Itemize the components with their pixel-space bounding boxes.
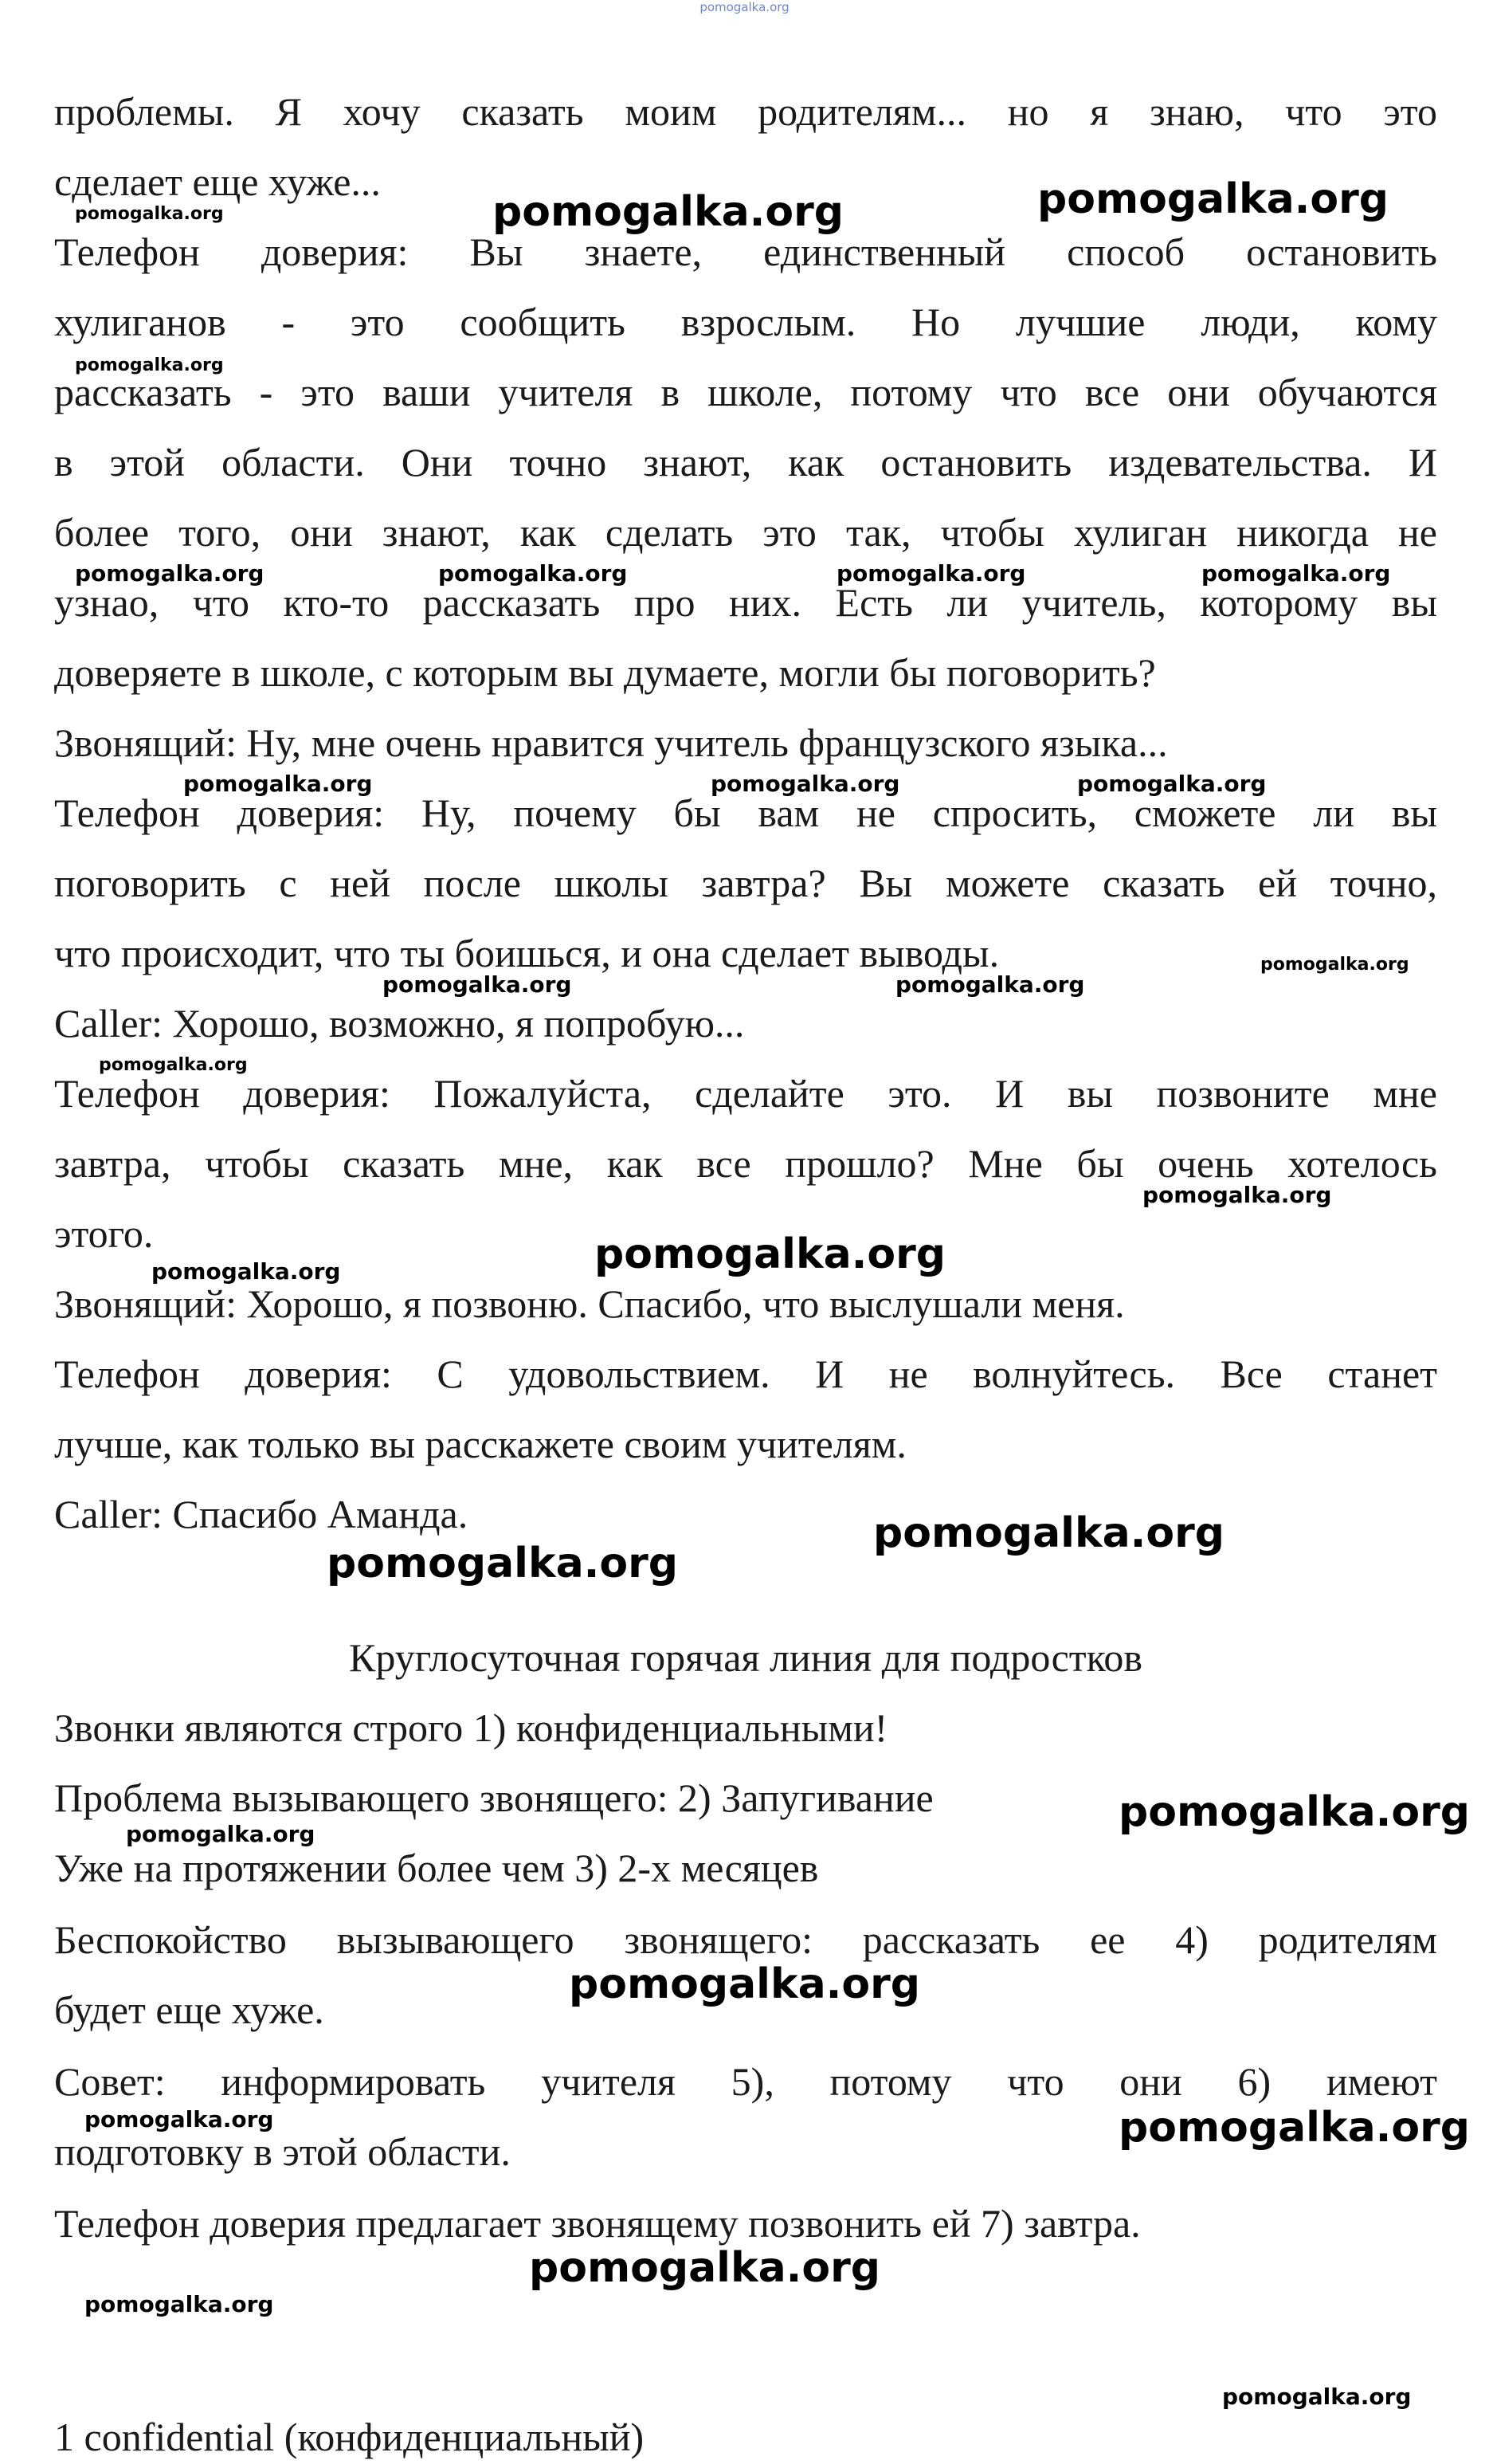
watermark: pomogalka.org xyxy=(873,1509,1225,1557)
watermark: pomogalka.org xyxy=(1260,955,1409,975)
watermark: pomogalka.org xyxy=(1037,175,1389,223)
watermark: pomogalka.org xyxy=(1222,2384,1412,2410)
dialogue-line: доверяете в школе, с которым вы думаете, могли бы поговорить? xyxy=(54,650,1156,695)
watermark: pomogalka.org xyxy=(438,560,628,587)
dialogue-line: Звонящий: Хорошо, я позвоню. Спасибо, что выслушали меня. xyxy=(54,1281,1125,1326)
dialogue-line: завтра, чтобы сказать мне, как все прошло? Мне бы очень хотелось xyxy=(54,1141,1437,1186)
summary-line: Проблема вызывающего звонящего: 2) Запугивание xyxy=(54,1775,934,1820)
summary-line: Беспокойство вызывающего звонящего: рассказать ее 4) родителям xyxy=(54,1917,1437,1962)
watermark: pomogalka.org xyxy=(75,355,224,375)
summary-line: подготовку в этой области. xyxy=(54,2129,511,2174)
watermark: pomogalka.org xyxy=(837,560,1026,587)
watermark: pomogalka.org xyxy=(84,2291,274,2317)
dialogue-line: узнао, что кто-то рассказать про них. Есть ли учитель, которому вы xyxy=(54,580,1437,625)
watermark: pomogalka.org xyxy=(1119,1788,1471,1836)
dialogue-line: Caller: Спасибо Аманда. xyxy=(54,1492,468,1536)
dialogue-line: сделает еще хуже... xyxy=(54,159,381,204)
watermark: pomogalka.org xyxy=(594,1230,946,1278)
watermark: pomogalka.org xyxy=(382,971,572,998)
watermark: pomogalka.org xyxy=(1142,1182,1332,1208)
footnote: 1 confidential (конфиденциальный) xyxy=(54,2415,645,2459)
watermark: pomogalka.org xyxy=(711,771,900,797)
dialogue-line: Звонящий: Ну, мне очень нравится учитель французского языка... xyxy=(54,720,1168,765)
summary-title: Круглосуточная горячая линия для подростков xyxy=(349,1635,1142,1680)
dialogue-line: более того, они знают, как сделать это так, чтобы хулиган никогда не xyxy=(54,510,1437,555)
dialogue-line: поговорить с ней после школы завтра? Вы можете сказать ей точно, xyxy=(54,861,1437,905)
watermark: pomogalka.org xyxy=(151,1258,341,1285)
dialogue-line: проблемы. Я хочу сказать моим родителям... но я знаю, что это xyxy=(54,89,1437,134)
dialogue-line: Телефон доверия: Ну, почему бы вам не спросить, сможете ли вы xyxy=(54,791,1437,835)
dialogue-line: Телефон доверия: Вы знаете, единственный способ остановить xyxy=(54,230,1437,274)
dialogue-line: хулиганов - это сообщить взрослым. Но лучшие люди, кому xyxy=(54,300,1437,344)
summary-line: Звонки являются строго 1) конфиденциальными! xyxy=(54,1705,888,1750)
dialogue-line: этого. xyxy=(54,1211,154,1256)
header-watermark: pomogalka.org xyxy=(699,0,790,14)
watermark: pomogalka.org xyxy=(126,1821,315,1847)
watermark: pomogalka.org xyxy=(327,1540,679,1587)
watermark: pomogalka.org xyxy=(75,560,264,587)
dialogue-line: рассказать - это ваши учителя в школе, потому что все они обучаются xyxy=(54,370,1437,414)
summary-line: Телефон доверия предлагает звонящему позвонить ей 7) завтра. xyxy=(54,2201,1141,2246)
watermark: pomogalka.org xyxy=(492,188,844,236)
summary-line: будет еще хуже. xyxy=(54,1987,324,2032)
watermark: pomogalka.org xyxy=(1119,2104,1471,2152)
summary-line: Совет: информировать учителя 5), потому что они 6) имеют xyxy=(54,2059,1437,2104)
watermark: pomogalka.org xyxy=(895,971,1085,998)
dialogue-line: в этой области. Они точно знают, как остановить издевательства. И xyxy=(54,440,1437,485)
watermark: pomogalka.org xyxy=(569,1960,921,2008)
dialogue-line: Телефон доверия: Пожалуйста, сделайте это. И вы позвоните мне xyxy=(54,1071,1437,1116)
watermark: pomogalka.org xyxy=(75,204,224,224)
watermark: pomogalka.org xyxy=(1201,560,1391,587)
summary-line: Уже на протяжении более чем 3) 2-х месяцев xyxy=(54,1846,819,1890)
watermark: pomogalka.org xyxy=(183,771,373,797)
dialogue-line: что происходит, что ты боишься, и она сделает выводы. xyxy=(54,931,1000,975)
dialogue-line: лучше, как только вы расскажете своим учителям. xyxy=(54,1422,907,1466)
watermark: pomogalka.org xyxy=(84,2106,274,2132)
watermark: pomogalka.org xyxy=(529,2244,881,2292)
watermark: pomogalka.org xyxy=(1077,771,1267,797)
watermark: pomogalka.org xyxy=(99,1055,248,1075)
dialogue-line: Телефон доверия: С удовольствием. И не волнуйтесь. Все станет xyxy=(54,1352,1437,1396)
dialogue-line: Caller: Хорошо, возможно, я попробую... xyxy=(54,1001,745,1046)
